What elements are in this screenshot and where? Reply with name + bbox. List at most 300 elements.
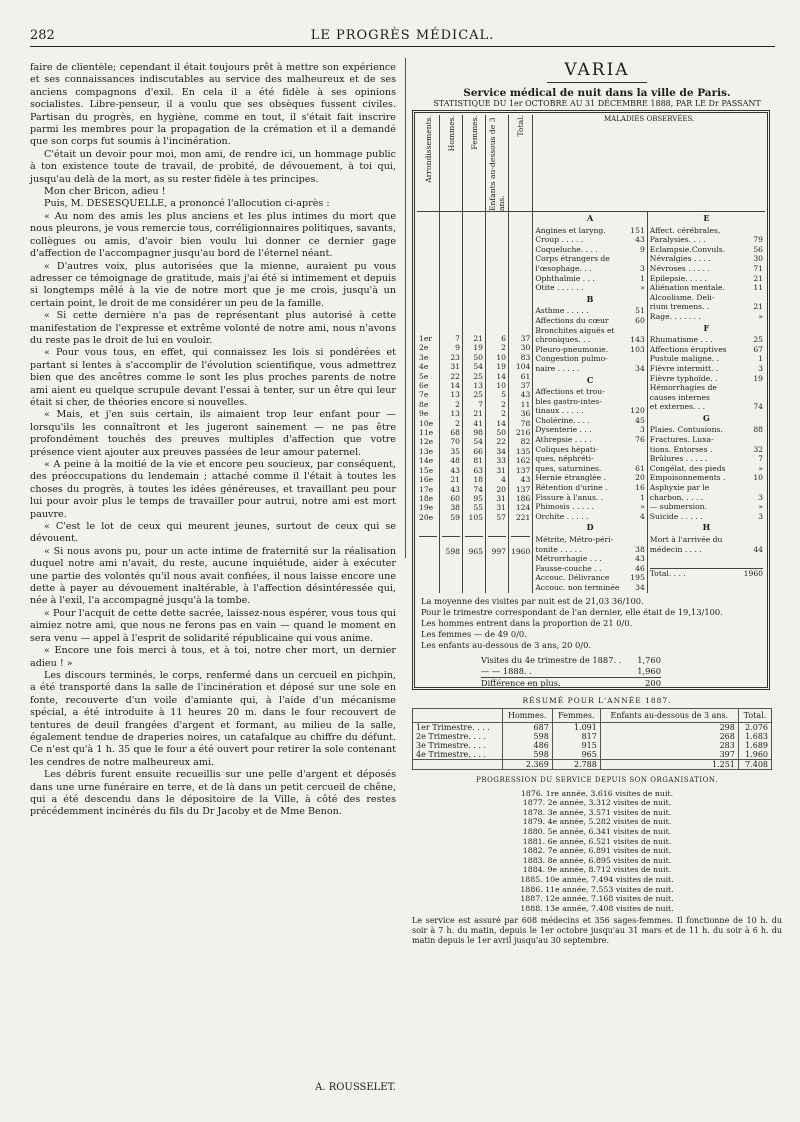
cell-value: 22	[450, 371, 460, 381]
statistics-frame	[412, 110, 770, 690]
diseases-right	[647, 212, 765, 593]
visites-value: 1,960	[637, 665, 661, 676]
column-header-label: Enfants au-dessous de 3 ans.	[488, 117, 506, 211]
cell-value: 19	[473, 343, 483, 353]
cell-value: 95	[473, 493, 483, 503]
disease-label: Corps étrangers de	[535, 254, 610, 264]
section-subtitle: Service médical de nuit dans la ville de Paris.	[463, 87, 731, 99]
disease-row	[535, 264, 644, 274]
resume-cell: 598	[502, 732, 552, 741]
night-service-table	[417, 115, 765, 593]
disease-row	[650, 274, 763, 284]
column-total: 997	[488, 536, 506, 556]
disease-label: Congestion pulmo-	[535, 354, 608, 364]
resume-cell: 1er Trimestre. . . .	[413, 723, 503, 733]
cell-value: 9	[455, 343, 460, 353]
disease-label: Otite . . . . . .	[535, 283, 584, 293]
paragraph: Puis, M. DESESQUELLE, a prononcé l'allocution ci-après :	[44, 198, 330, 210]
resume-cell: 1.091	[552, 723, 600, 733]
cell-value: 35	[450, 446, 460, 456]
resume-cell: 965	[552, 750, 600, 760]
cell-value: 11e	[419, 428, 434, 438]
disease-label: Orchite . . . . .	[535, 511, 589, 521]
resume-cell: 598	[502, 750, 552, 760]
visites-row	[481, 677, 661, 689]
paragraph: « A peine à la moitié de la vie et encore peu soucieux, par conséquent, des préoccupations du lendemain ; attaché comme il l'était à toutes les choses du progrès, à toutes les idées généreuses, et travaillant peu pour lui pour avoir plus le temps de travailler pour autrui, notre ami est mort pauvre.	[30, 459, 396, 520]
disease-count: 19	[753, 373, 763, 383]
disease-label: Pustule maligne. .	[649, 354, 720, 364]
disease-count: 1	[639, 273, 645, 283]
progression-row: 1877. 2e année, 3.312 visites de nuit.	[522, 798, 672, 808]
cell-value: 98	[473, 428, 483, 438]
signature-block	[30, 1082, 396, 1093]
disease-label: Fièvre typhoïde. .	[649, 373, 718, 383]
disease-row	[650, 312, 763, 322]
cell-value: 13	[450, 409, 460, 419]
cell-value: 9e	[419, 409, 429, 419]
visites-block	[481, 655, 661, 689]
journal-title: LE PROGRÈS MÉDICAL.	[310, 28, 495, 43]
disease-count: 34	[635, 363, 645, 373]
cell-value: 48	[450, 456, 460, 466]
disease-row	[535, 483, 644, 493]
disease-row	[650, 354, 763, 364]
cell-value: 60	[450, 493, 460, 503]
disease-row	[650, 445, 763, 455]
disease-label: Pleuro-pneumonie.	[535, 344, 609, 354]
cell-value: 31	[496, 503, 506, 513]
cell-value: 8e	[419, 399, 429, 409]
disease-row	[535, 445, 644, 455]
resume-cell: 283	[600, 741, 738, 750]
cell-value: 82	[520, 437, 531, 447]
cell-value: 43	[450, 484, 460, 494]
disease-label: Dysenterie . . .	[535, 425, 592, 435]
resume-cell: 298	[600, 723, 738, 733]
cell-value: 13	[473, 381, 483, 391]
cell-value: 2	[501, 399, 506, 409]
right-column	[412, 58, 782, 946]
disease-label: Fièvre intermitt. .	[649, 363, 719, 373]
cell-value: 15e	[419, 465, 434, 475]
disease-label: Plaies. Contusions.	[649, 425, 723, 435]
disease-row	[535, 435, 644, 445]
disease-count: 20	[635, 473, 645, 483]
disease-label: Alcoolisme. Deli-	[649, 292, 715, 302]
disease-row	[535, 345, 644, 355]
disease-row	[650, 473, 763, 483]
visites-row	[481, 666, 661, 677]
disease-count: 143	[630, 335, 645, 345]
disease-label: Congélat. des pieds	[649, 463, 726, 473]
disease-count: 21	[753, 273, 763, 283]
paragraph: « Encore une fois merci à tous, et à toi, notre cher mort, un dernier adieu ! »	[30, 645, 396, 669]
visites-label: Différence en plus.	[481, 677, 561, 688]
disease-label: Bronchites aiguës et	[535, 325, 615, 335]
disease-label: Fractures. Luxa-	[649, 435, 714, 445]
disease-row	[535, 416, 644, 426]
disease-row	[535, 235, 644, 245]
resume-title: RÉSUMÉ POUR L'ANNÉE 1887.	[522, 696, 672, 705]
cell-value: 57	[496, 512, 506, 522]
resume-cell: 1.689	[738, 741, 771, 750]
resume-cell: 397	[600, 750, 738, 760]
disease-label: Affect. cérébrales,	[649, 225, 721, 235]
disease-count: 71	[753, 263, 763, 273]
disease-row	[535, 306, 644, 316]
note-line: Les hommes entrent dans la proportion de 21 0/0.	[421, 617, 633, 628]
disease-label: tinaux . . . . .	[535, 406, 584, 416]
disease-row	[535, 464, 644, 474]
cell-value: 19e	[419, 503, 434, 513]
cell-value: 81	[473, 456, 483, 466]
section-letter: B	[586, 293, 594, 304]
disease-row	[535, 545, 644, 555]
disease-label: Hémorrhagies de	[649, 383, 717, 393]
disease-label: Paralysies. . . .	[649, 235, 706, 245]
disease-label: — submersion.	[649, 502, 707, 512]
section-letter: G	[702, 412, 710, 423]
cell-value: 33	[496, 456, 506, 466]
paragraph: « C'est le lot de ceux qui meurent jeunes, surtout de ceux qui se dévouent.	[30, 521, 396, 545]
resume-cell: 1.960	[738, 750, 771, 760]
cell-value: 70	[450, 437, 460, 447]
cell-value: 25	[473, 390, 483, 400]
cell-value: 74	[473, 484, 483, 494]
disease-label: Métrorrhagie . . .	[535, 554, 602, 564]
enfants-column	[486, 212, 509, 593]
hommes-column	[440, 212, 463, 593]
cell-value: 43	[450, 465, 460, 475]
cell-value: 14	[450, 381, 460, 391]
cell-value: 68	[450, 428, 460, 438]
section-letter: F	[703, 322, 710, 333]
disease-label: Rétention d'urine .	[535, 483, 608, 493]
resume-total: 2.788	[552, 760, 600, 770]
disease-count: 61	[635, 463, 645, 473]
paragraph: C'était un devoir pour moi, mon ami, de rendre ici, un hommage public à ton existence toute de travail, de probité, de dévouement, à toi qui, jusqu'au delà de la mort, as su rester fidèle à tes principes.	[30, 148, 396, 185]
column-total	[419, 536, 437, 547]
disease-row	[650, 454, 763, 464]
cell-value: 2	[455, 399, 460, 409]
paragraph: Mon cher Bricon, adieu !	[44, 186, 166, 198]
column-total: 598	[442, 536, 460, 556]
disease-row	[535, 473, 644, 483]
disease-row	[650, 435, 763, 445]
paragraph: faire de clientèle; cependant il était toujours prêt à mettre son expérience et ses connaissances indiscutables au service des malheureux et de ses anciens compagnons d'exil. En cela il a été fidèle à ses opinions socialistes. Libre-penseur, il a voulu que ses obsèques fussent civiles. Partisan du progrès, en hygiène, comme en tout, il s'était fait inscrire parmi les membres pour la propagation de la crémation et il a demandé que son corps fut soumis à l'incinération.	[30, 62, 396, 148]
table-row	[413, 741, 772, 750]
cell-value: 50	[496, 428, 506, 438]
cell-value: 4	[501, 475, 506, 485]
column-header-label: Hommes.	[446, 115, 456, 152]
visites-label: — — 1888. .	[481, 665, 532, 676]
statistics-notes	[417, 593, 765, 692]
cell-value: 21	[473, 409, 483, 419]
cell-value: 5e	[419, 371, 429, 381]
signature: A. ROUSSELET.	[315, 1082, 396, 1093]
cell-value: 7	[455, 334, 460, 343]
disease-label: bles gastro-intes-	[535, 396, 602, 406]
cell-value: 2	[501, 409, 506, 419]
disease-count: 60	[635, 315, 645, 325]
disease-count: »	[758, 463, 763, 473]
disease-count: 3	[758, 363, 763, 373]
cell-value: 36	[520, 409, 531, 419]
progression-row: 1887. 12e année, 7.168 visites de nuit.	[520, 894, 674, 904]
disease-count: 45	[635, 415, 645, 425]
disease-label: Ophthalmie . . .	[535, 273, 595, 283]
cell-value: 10	[496, 352, 506, 362]
cell-value: 14e	[419, 456, 434, 466]
disease-count: 103	[630, 344, 645, 354]
title-rule	[547, 82, 647, 83]
cell-value: 5	[501, 390, 506, 400]
cell-value: 137	[515, 465, 531, 475]
resume-cell: 268	[600, 732, 738, 741]
disease-label: Névralgies . . . .	[649, 254, 711, 264]
disease-label: tions. Entorses .	[649, 444, 713, 454]
disease-label: Rhumatisme . . .	[649, 335, 713, 345]
cell-value: 14	[496, 418, 506, 428]
disease-row	[535, 512, 644, 522]
disease-count: 88	[753, 425, 763, 435]
disease-label: Angines et laryng.	[535, 225, 606, 235]
progression-row: 1878. 3e année, 3.571 visites de nuit.	[522, 807, 672, 817]
cell-value: 186	[515, 493, 531, 503]
disease-label: Métrite, Métro-péri-	[535, 535, 614, 544]
column-total: 1960	[511, 536, 530, 556]
cell-value: 37	[520, 381, 531, 391]
cell-value: 124	[515, 503, 531, 513]
disease-count: 120	[630, 406, 645, 416]
disease-label: Rage. . . . . . .	[649, 311, 701, 321]
cell-value: 55	[473, 503, 483, 513]
column-header	[509, 115, 533, 212]
paragraph: « D'autres voix, plus autorisées que la mienne, auraient pu vous adresser ce témoignage de gratitude, mais j'ai été si intimement et depuis si longtemps mêlé à la vie de notre mort que je me crois, jusqu'à un certain point, le droit de me considérer un peu de la famille.	[30, 260, 396, 309]
disease-label: causes internes	[649, 392, 710, 402]
disease-row	[650, 502, 763, 512]
cell-value: 78	[520, 418, 531, 428]
progression-row: 1876. 1re année, 3.616 visites de nuit.	[520, 788, 674, 798]
cell-value: 13e	[419, 446, 434, 456]
table-row	[413, 750, 772, 760]
cell-value: 105	[468, 512, 483, 522]
disease-row	[535, 226, 644, 236]
disease-row	[650, 545, 763, 555]
cell-value: 43	[520, 475, 531, 485]
cell-value: 221	[515, 512, 531, 522]
cell-value: 18	[473, 475, 483, 485]
cell-value: 7e	[419, 390, 429, 400]
disease-label: Affections et trou-	[535, 387, 605, 397]
disease-count: 3	[758, 511, 763, 521]
cell-value: 17e	[419, 484, 434, 494]
disease-count: »	[758, 311, 763, 321]
femmes-column	[463, 212, 486, 593]
disease-label: naire . . . . .	[535, 363, 580, 373]
resume-header: Total.	[738, 709, 771, 723]
total-column	[509, 212, 533, 593]
cell-value: 31	[496, 465, 506, 475]
resume-cell: 687	[502, 723, 552, 733]
disease-label: Asphyxie par le	[649, 483, 710, 493]
paragraph: Les débris furent ensuite recueillis sur une pelle d'argent et déposés dans une urne funéraire en terre, et de là dans un petit cercueil de chêne, qui a été descendu dans le dépositoire de la Ville, à côté des restes précédemment incinérés du fils du Dr Jacoby et de Mme Benon.	[30, 769, 396, 818]
resume-total: 7.408	[738, 760, 771, 770]
disease-row	[650, 245, 763, 255]
disease-count: 11	[753, 283, 763, 293]
progression-row: 1882. 7e année, 6.891 visites de nuit.	[522, 846, 672, 856]
resume-1887	[412, 696, 782, 770]
cell-value: 10	[496, 381, 506, 391]
disease-label: Athrepsie . . . .	[535, 435, 592, 445]
section-letter: D	[586, 522, 594, 533]
disease-label: Cholérine. . . .	[535, 415, 590, 425]
column-header	[417, 115, 440, 212]
section-letter: E	[703, 213, 710, 223]
disease-row	[650, 483, 763, 493]
disease-label: Affections du cœur	[535, 315, 609, 325]
disease-label: ques, saturnines.	[535, 463, 602, 473]
disease-row	[535, 254, 644, 264]
disease-row	[535, 564, 644, 574]
disease-count: 4	[639, 511, 645, 521]
cell-value: 137	[515, 484, 531, 494]
disease-count: 25	[753, 335, 763, 345]
disease-row	[650, 302, 763, 312]
visites-label: Visites du 4e trimestre de 1887. .	[481, 654, 622, 665]
cell-value: 1er	[419, 334, 432, 343]
disease-count: 1	[758, 354, 763, 364]
disease-count: 43	[635, 554, 645, 564]
resume-cell: 2e Trimestre. . . .	[413, 732, 503, 741]
disease-row	[650, 235, 763, 245]
disease-count: 195	[630, 573, 645, 583]
cell-value: 63	[473, 465, 483, 475]
cell-value: 6	[501, 334, 506, 343]
disease-row	[650, 345, 763, 355]
cell-value: 104	[515, 362, 531, 372]
disease-row	[650, 425, 763, 435]
maladies-header	[533, 115, 765, 212]
cell-value: 2	[501, 343, 506, 353]
grand-total-value: 1960	[743, 569, 763, 579]
cell-value: 23	[450, 352, 460, 362]
cell-value: 162	[515, 456, 531, 466]
cell-value: 43	[520, 390, 531, 400]
resume-cell: 2.076	[738, 723, 771, 733]
column-header	[463, 115, 486, 212]
disease-count: 51	[635, 306, 645, 316]
cell-value: 38	[450, 503, 460, 513]
disease-row	[535, 245, 644, 255]
progression-list	[412, 789, 782, 914]
resume-header	[413, 709, 503, 723]
disease-row	[650, 335, 763, 345]
disease-label: Névroses . . . . .	[649, 263, 710, 273]
disease-row	[650, 512, 763, 522]
cell-value: 20	[496, 484, 506, 494]
progression-title: PROGRESSION DU SERVICE DEPUIS SON ORGANISATION.	[476, 776, 718, 784]
progression-row: 1884. 9e année, 8.712 visites de nuit.	[522, 865, 672, 875]
disease-label: Coqueluche. . . .	[535, 244, 598, 254]
disease-label: Accouc. Délivrance	[535, 573, 610, 583]
progression-row: 1885. 10e année, 7.494 visites de nuit.	[520, 874, 674, 884]
disease-row	[650, 364, 763, 374]
disease-label: Epilepsie. . . . .	[649, 273, 707, 283]
paragraph: « Au nom des amis les plus anciens et les plus intimes du mort que nous pleurons, je vous remercie tous, corréligionnaires politiques, savants, collègues ou amis, d'avoir bien voulu lui donner ce dernier gage d'affection de l'accompagner jusqu'au bord de l'éternel néant.	[30, 210, 396, 260]
column-header	[486, 115, 509, 212]
disease-row	[650, 293, 763, 303]
disease-row	[535, 583, 644, 593]
cell-value: 54	[473, 437, 483, 447]
paragraph: « Si cette dernière n'a pas de représentant plus autorisé à cette manifestation de l'expresse et extrême volonté de notre ami, nous n'avons du reste pas le droit de lui en vouloir.	[30, 310, 396, 346]
cell-value: 12e	[419, 437, 434, 447]
cell-value: 54	[473, 362, 483, 372]
progression-row: 1886. 11e année, 7.553 visites de nuit.	[520, 884, 674, 894]
progression-row: 1883. 8e année, 6.895 visites de nuit.	[522, 855, 672, 865]
resume-total: 1.251	[600, 760, 738, 770]
disease-row	[650, 535, 763, 545]
column-divider	[405, 58, 406, 558]
resume-cell: 4e Trimestre. . . .	[413, 750, 503, 760]
disease-row	[535, 573, 644, 583]
disease-count: 3	[639, 425, 645, 435]
disease-label: rium tremens. .	[649, 302, 710, 312]
cell-value: 6e	[419, 381, 429, 391]
cell-value: 21	[450, 475, 460, 485]
disease-count: 79	[753, 235, 763, 245]
disease-row	[535, 502, 644, 512]
disease-row	[650, 226, 763, 236]
disease-label: Affections éruptives	[649, 344, 727, 354]
paragraph: « Mais, et j'en suis certain, ils aimaient trop leur enfant pour — lorsqu'ils les connaîtront et les jugeront sainement — ne pas être profondément touchés des preuves multiples d'affection que votre présence vient ajouter aux preuves passées de leur amour paternel.	[30, 409, 396, 458]
resume-total	[413, 760, 503, 770]
disease-row	[650, 402, 763, 412]
disease-row	[650, 374, 763, 384]
cell-value: 2e	[419, 343, 429, 353]
cell-value: 37	[520, 334, 531, 343]
cell-value: 4e	[419, 362, 429, 372]
cell-value: 216	[515, 428, 531, 438]
paragraph: « Si nous avons pu, pour un acte intime de fraternité sur la réalisation duquel notre ami n'avait, du reste, aucune inquiétude, aider à exécuter une partie des volontés qu'il nous avait confiées, il nous laisse encore une dette à payer au dévouement inaltérable, à l'affection désintéressée qui, née à l'exil, l'a accompagné jusqu'à la tombe.	[30, 545, 396, 607]
cell-value: 11	[520, 399, 531, 409]
disease-count: 21	[753, 302, 763, 312]
disease-row	[650, 383, 763, 393]
cell-value: 18e	[419, 493, 434, 503]
cell-value: 13	[450, 390, 460, 400]
progression-row: 1879. 4e année, 5.282 visites de nuit.	[522, 817, 672, 827]
resume-header: Femmes.	[552, 709, 600, 723]
visites-value: 200	[645, 677, 661, 688]
cell-value: 31	[496, 493, 506, 503]
cell-value: 41	[473, 418, 483, 428]
disease-label: l'œsophage. . .	[535, 263, 592, 273]
cell-value: 22	[496, 437, 506, 447]
disease-row	[650, 493, 763, 503]
disease-count: 10	[753, 473, 763, 483]
disease-label: Suicide . . . . .	[649, 511, 703, 521]
cell-value: 16e	[419, 475, 434, 485]
disease-label: Croup . . . . .	[535, 235, 584, 245]
resume-header: Hommes.	[502, 709, 552, 723]
cell-value: 7	[478, 399, 483, 409]
disease-count: 34	[635, 582, 645, 592]
section-letter: H	[702, 522, 711, 533]
grand-total-label: Total. . . .	[649, 569, 686, 579]
resume-cell: 915	[552, 741, 600, 750]
disease-row	[650, 393, 763, 403]
disease-count: 44	[753, 544, 763, 554]
